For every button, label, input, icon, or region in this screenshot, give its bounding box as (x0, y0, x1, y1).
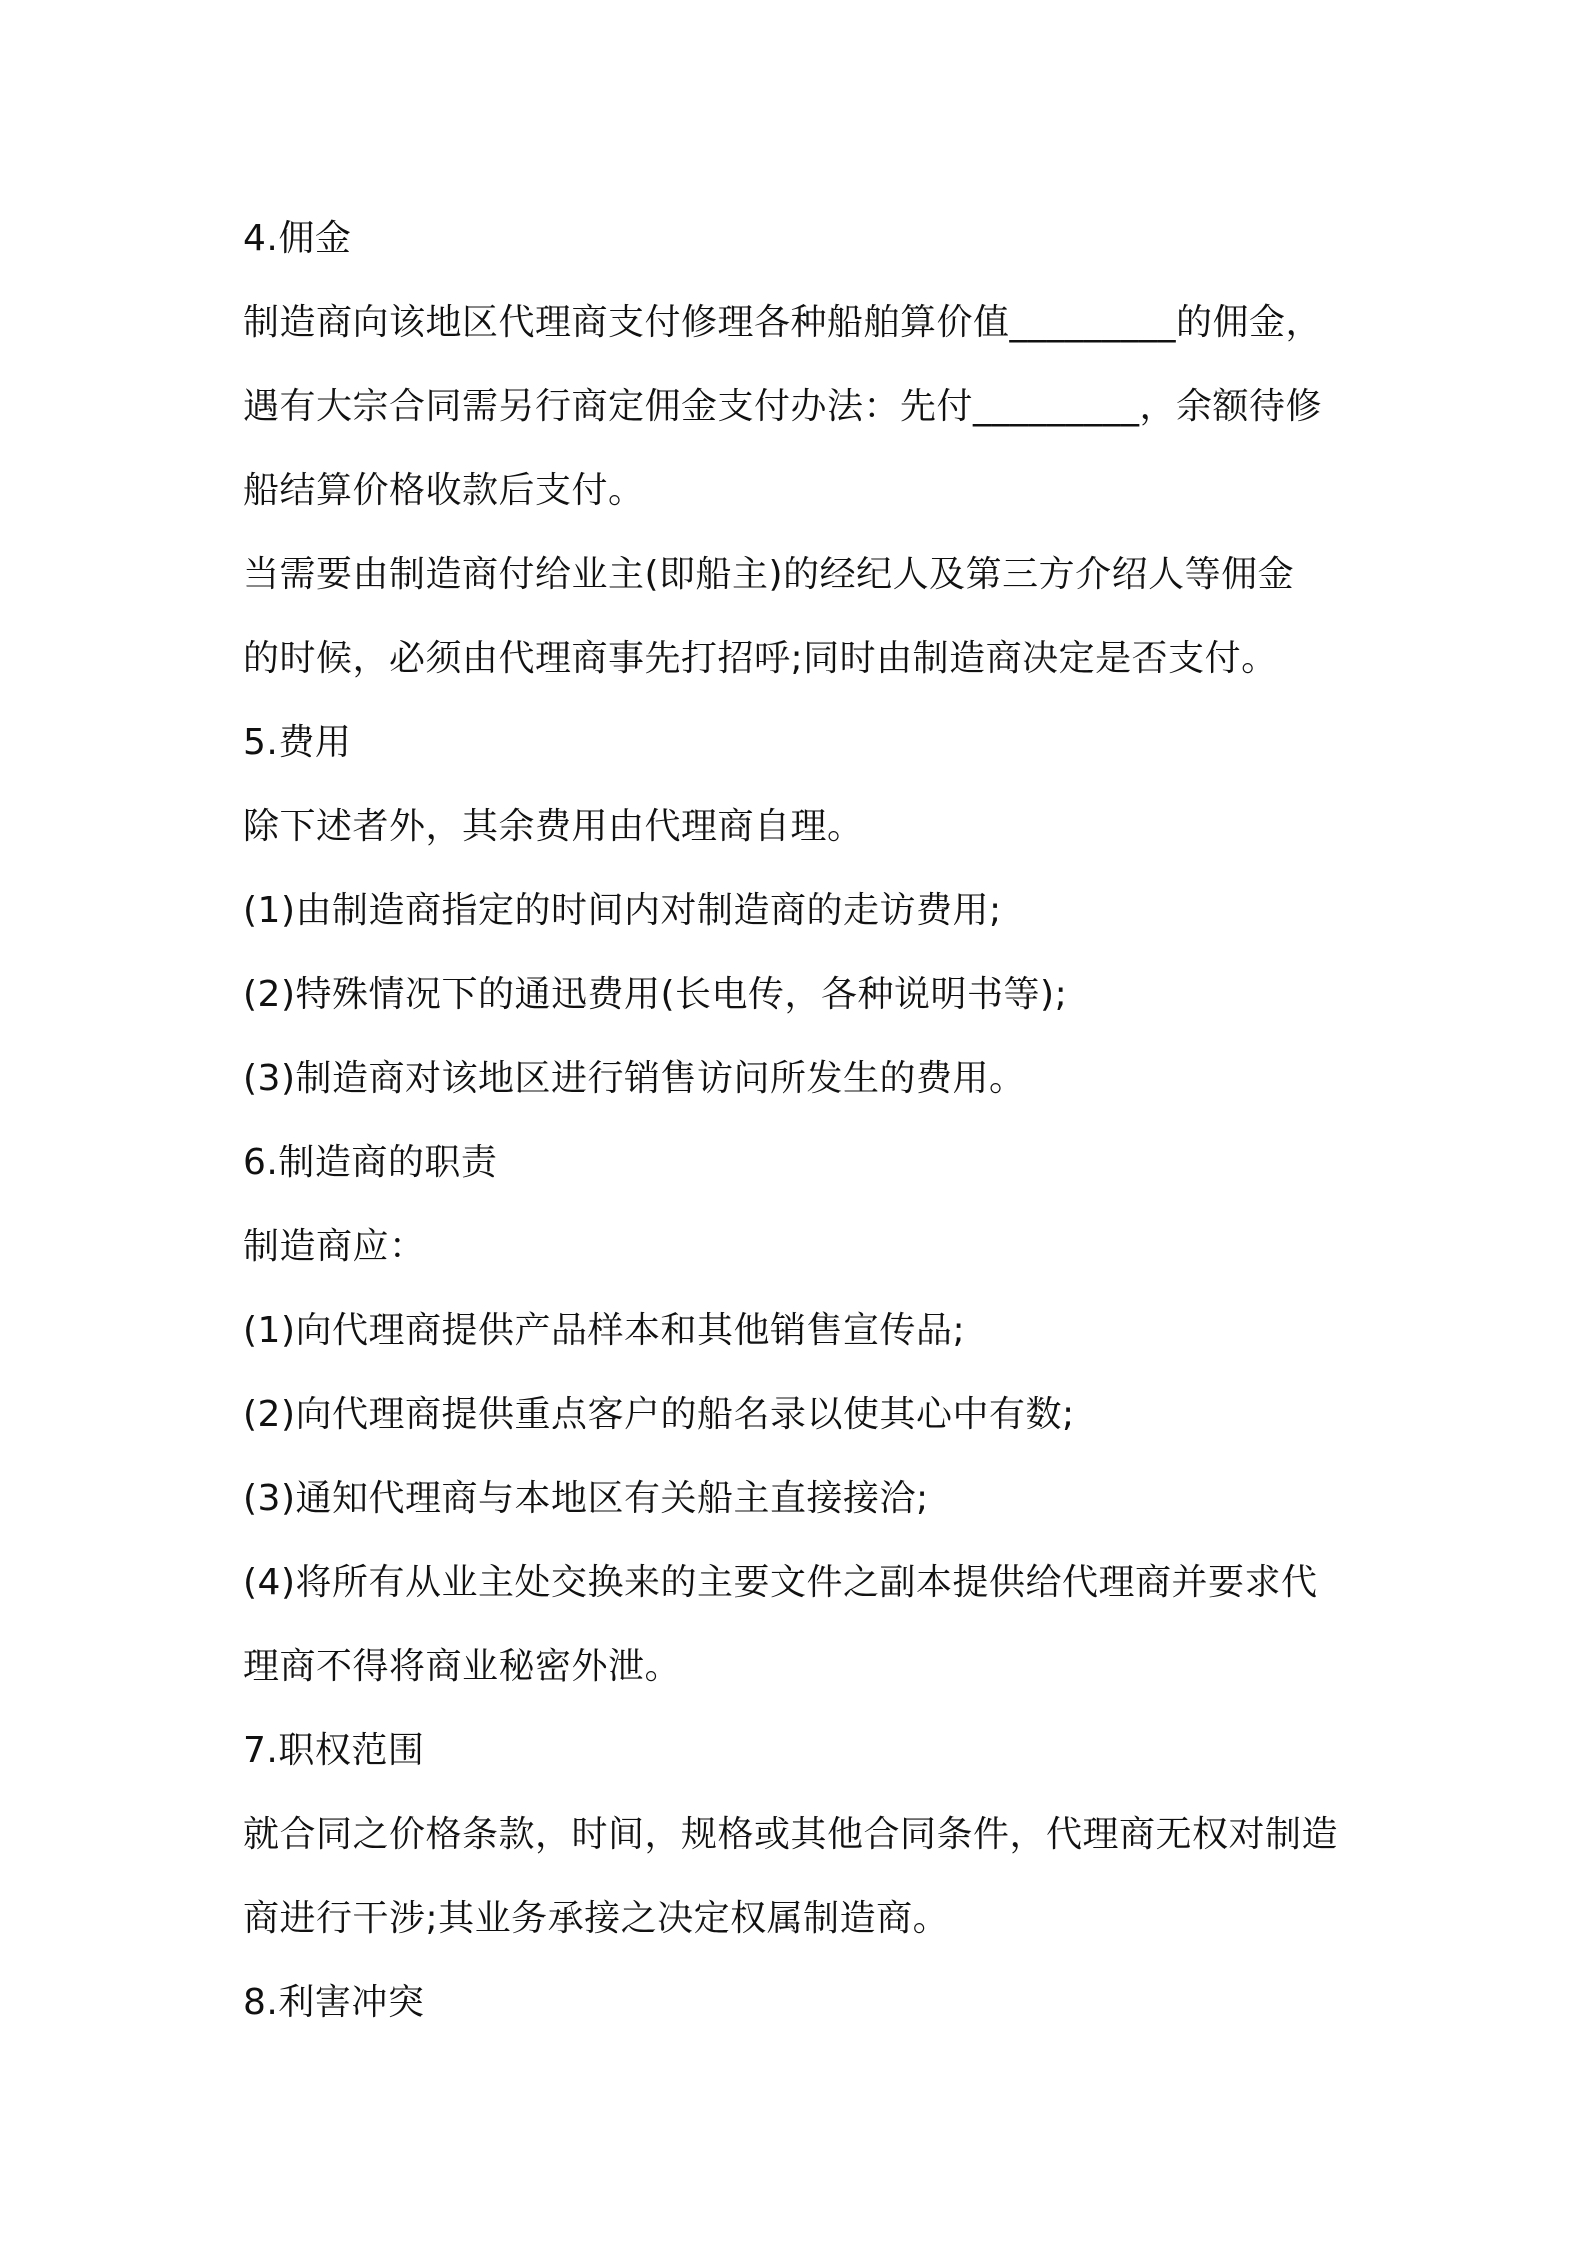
section-heading-scope-of-authority: 7.职权范围 (243, 1730, 425, 1771)
section-heading-conflict-of-interest: 8.利害冲突 (243, 1982, 425, 2023)
section-heading-expenses: 5.费用 (243, 722, 352, 763)
list-item: (1)由制造商指定的时间内对制造商的走访费用; (243, 890, 1002, 931)
document-body (243, 197, 1358, 2045)
paragraph-line: 遇有大宗合同需另行商定佣金支付办法：先付_________，余额待修 (243, 386, 1323, 427)
paragraph-line: 商进行干涉;其业务承接之决定权属制造商。 (243, 1898, 950, 1939)
paragraph-line: 除下述者外，其余费用由代理商自理。 (243, 806, 864, 847)
section-heading-commission: 4.佣金 (243, 218, 352, 259)
list-item: (3)制造商对该地区进行销售访问所发生的费用。 (243, 1058, 1026, 1099)
paragraph-line: 就合同之价格条款，时间，规格或其他合同条件，代理商无权对制造 (243, 1814, 1339, 1855)
list-item: (2)特殊情况下的通迅费用(长电传，各种说明书等); (243, 974, 1068, 1015)
paragraph-line: 的时候，必须由代理商事先打招呼;同时由制造商决定是否支付。 (243, 638, 1278, 679)
list-item: (1)向代理商提供产品样本和其他销售宣传品; (243, 1310, 966, 1351)
paragraph-line: 制造商应： (243, 1226, 426, 1267)
paragraph-line: 船结算价格收款后支付。 (243, 470, 645, 511)
paragraph-line: 制造商向该地区代理商支付修理各种船舶算价值_________的佣金， (243, 302, 1323, 343)
section-heading-manufacturer-duties: 6.制造商的职责 (243, 1142, 498, 1183)
list-item: (3)通知代理商与本地区有关船主直接接洽; (243, 1478, 929, 1519)
list-item: (2)向代理商提供重点客户的船名录以使其心中有数; (243, 1394, 1075, 1435)
list-item: (4)将所有从业主处交换来的主要文件之副本提供给代理商并要求代 (243, 1562, 1318, 1603)
paragraph-line: 当需要由制造商付给业主(即船主)的经纪人及第三方介绍人等佣金 (243, 554, 1295, 595)
list-item-continuation: 理商不得将商业秘密外泄。 (243, 1646, 682, 1687)
